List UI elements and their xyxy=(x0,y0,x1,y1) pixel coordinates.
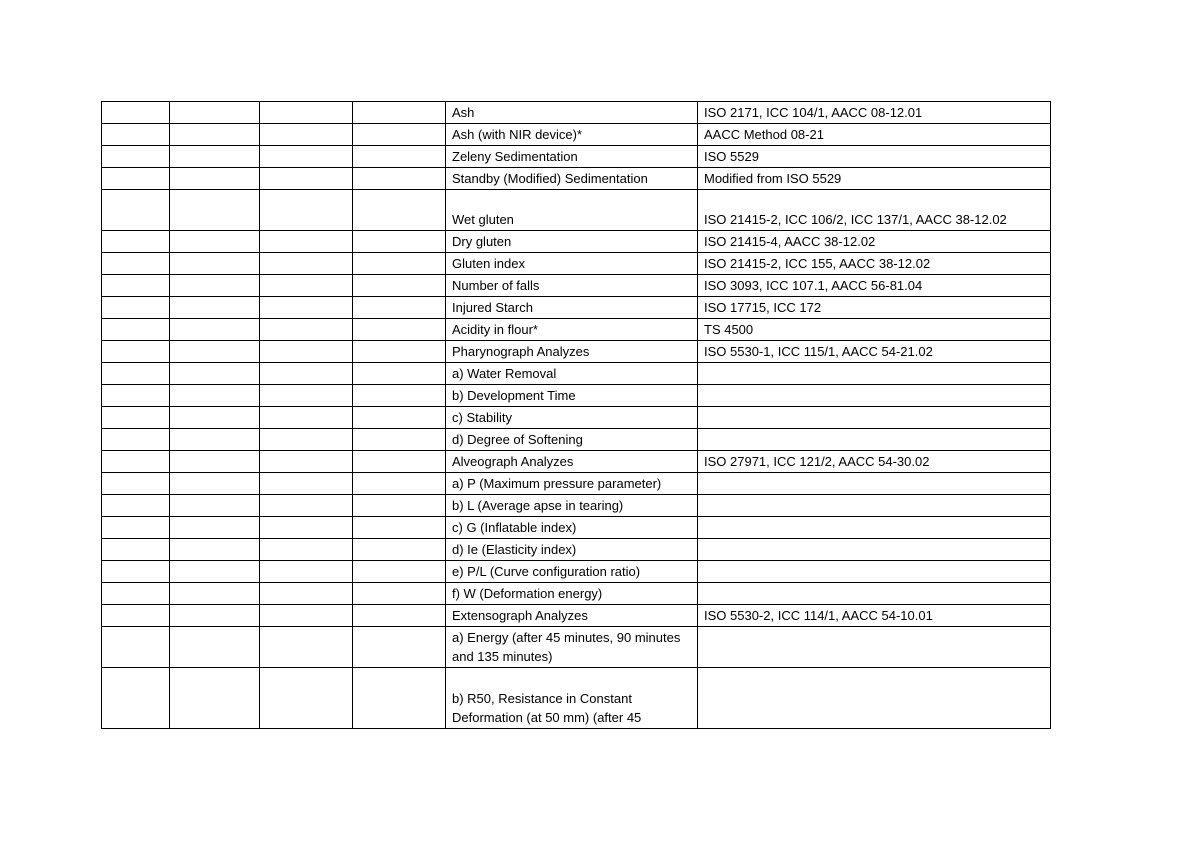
empty-cell xyxy=(170,253,260,275)
method-cell xyxy=(698,429,1051,451)
method-cell: ISO 17715, ICC 172 xyxy=(698,297,1051,319)
table-row xyxy=(102,517,1051,539)
table-row xyxy=(102,605,1051,627)
table-row xyxy=(102,451,1051,473)
analysis-cell: Number of falls xyxy=(446,275,698,297)
empty-cell xyxy=(353,539,446,561)
empty-cell xyxy=(353,231,446,253)
analysis-cell: d) Degree of Softening xyxy=(446,429,698,451)
empty-cell xyxy=(170,341,260,363)
table-row xyxy=(102,429,1051,451)
analysis-cell: d) Ie (Elasticity index) xyxy=(446,539,698,561)
empty-cell xyxy=(353,583,446,605)
empty-cell xyxy=(102,297,170,319)
method-cell xyxy=(698,363,1051,385)
empty-cell xyxy=(353,495,446,517)
empty-cell xyxy=(102,429,170,451)
table-row xyxy=(102,668,1051,729)
empty-cell xyxy=(353,473,446,495)
empty-cell xyxy=(260,297,353,319)
table-row xyxy=(102,253,1051,275)
empty-cell xyxy=(353,363,446,385)
empty-cell xyxy=(260,102,353,124)
method-cell xyxy=(698,385,1051,407)
analysis-cell: Wet gluten xyxy=(446,190,698,231)
table-row xyxy=(102,168,1051,190)
analysis-cell: Gluten index xyxy=(446,253,698,275)
empty-cell xyxy=(353,319,446,341)
empty-cell xyxy=(260,517,353,539)
empty-cell xyxy=(170,146,260,168)
analysis-cell: Ash (with NIR device)* xyxy=(446,124,698,146)
empty-cell xyxy=(260,583,353,605)
empty-cell xyxy=(102,319,170,341)
method-cell: ISO 27971, ICC 121/2, AACC 54-30.02 xyxy=(698,451,1051,473)
table-row xyxy=(102,561,1051,583)
empty-cell xyxy=(170,407,260,429)
method-cell: ISO 5529 xyxy=(698,146,1051,168)
empty-cell xyxy=(260,385,353,407)
table-row xyxy=(102,146,1051,168)
table-row xyxy=(102,495,1051,517)
method-cell xyxy=(698,668,1051,729)
table-row xyxy=(102,297,1051,319)
table-row xyxy=(102,473,1051,495)
table-row xyxy=(102,275,1051,297)
empty-cell xyxy=(260,561,353,583)
method-cell: AACC Method 08-21 xyxy=(698,124,1051,146)
empty-cell xyxy=(170,168,260,190)
method-cell xyxy=(698,561,1051,583)
empty-cell xyxy=(102,253,170,275)
empty-cell xyxy=(102,539,170,561)
method-cell: ISO 2171, ICC 104/1, AACC 08-12.01 xyxy=(698,102,1051,124)
empty-cell xyxy=(353,561,446,583)
empty-cell xyxy=(170,451,260,473)
empty-cell xyxy=(260,253,353,275)
method-cell: ISO 21415-2, ICC 106/2, ICC 137/1, AACC 38-12.02 xyxy=(698,190,1051,231)
table-row xyxy=(102,539,1051,561)
empty-cell xyxy=(353,124,446,146)
table-body xyxy=(102,102,1051,729)
analysis-cell: c) G (Inflatable index) xyxy=(446,517,698,539)
analysis-cell: Alveograph Analyzes xyxy=(446,451,698,473)
empty-cell xyxy=(170,605,260,627)
empty-cell xyxy=(170,231,260,253)
table-row xyxy=(102,385,1051,407)
empty-cell xyxy=(353,668,446,729)
empty-cell xyxy=(102,102,170,124)
empty-cell xyxy=(102,231,170,253)
analysis-cell: Ash xyxy=(446,102,698,124)
empty-cell xyxy=(170,102,260,124)
analysis-cell: Pharynograph Analyzes xyxy=(446,341,698,363)
empty-cell xyxy=(102,168,170,190)
method-cell: ISO 21415-4, AACC 38-12.02 xyxy=(698,231,1051,253)
table-row xyxy=(102,231,1051,253)
empty-cell xyxy=(102,363,170,385)
empty-cell xyxy=(170,517,260,539)
table-row xyxy=(102,363,1051,385)
empty-cell xyxy=(260,668,353,729)
table-row xyxy=(102,341,1051,363)
analysis-cell: c) Stability xyxy=(446,407,698,429)
method-cell: Modified from ISO 5529 xyxy=(698,168,1051,190)
analysis-cell: a) P (Maximum pressure parameter) xyxy=(446,473,698,495)
empty-cell xyxy=(260,363,353,385)
empty-cell xyxy=(353,627,446,668)
empty-cell xyxy=(353,102,446,124)
empty-cell xyxy=(260,231,353,253)
method-cell xyxy=(698,539,1051,561)
empty-cell xyxy=(170,495,260,517)
analysis-cell: Dry gluten xyxy=(446,231,698,253)
analysis-cell: Standby (Modified) Sedimentation xyxy=(446,168,698,190)
analysis-cell: a) Energy (after 45 minutes, 90 minutes and 135 minutes) xyxy=(446,627,698,668)
empty-cell xyxy=(170,124,260,146)
empty-cell xyxy=(102,495,170,517)
empty-cell xyxy=(260,319,353,341)
empty-cell xyxy=(102,146,170,168)
method-cell xyxy=(698,407,1051,429)
analysis-cell: e) P/L (Curve configuration ratio) xyxy=(446,561,698,583)
empty-cell xyxy=(102,451,170,473)
empty-cell xyxy=(353,275,446,297)
empty-cell xyxy=(353,385,446,407)
method-cell xyxy=(698,473,1051,495)
empty-cell xyxy=(260,451,353,473)
empty-cell xyxy=(353,605,446,627)
empty-cell xyxy=(170,363,260,385)
empty-cell xyxy=(353,517,446,539)
empty-cell xyxy=(260,539,353,561)
empty-cell xyxy=(353,429,446,451)
empty-cell xyxy=(260,495,353,517)
empty-cell xyxy=(170,297,260,319)
empty-cell xyxy=(170,668,260,729)
empty-cell xyxy=(102,605,170,627)
table-row xyxy=(102,124,1051,146)
empty-cell xyxy=(353,146,446,168)
empty-cell xyxy=(170,385,260,407)
empty-cell xyxy=(102,385,170,407)
table-row xyxy=(102,190,1051,231)
empty-cell xyxy=(260,605,353,627)
empty-cell xyxy=(260,146,353,168)
analysis-cell: b) Development Time xyxy=(446,385,698,407)
analysis-methods-table xyxy=(101,101,1051,729)
table-row xyxy=(102,102,1051,124)
empty-cell xyxy=(353,341,446,363)
analysis-cell: f) W (Deformation energy) xyxy=(446,583,698,605)
method-cell xyxy=(698,627,1051,668)
empty-cell xyxy=(170,275,260,297)
analysis-cell: Extensograph Analyzes xyxy=(446,605,698,627)
empty-cell xyxy=(260,407,353,429)
empty-cell xyxy=(170,561,260,583)
method-cell: ISO 3093, ICC 107.1, AACC 56-81.04 xyxy=(698,275,1051,297)
analysis-cell: b) L (Average apse in tearing) xyxy=(446,495,698,517)
empty-cell xyxy=(170,429,260,451)
empty-cell xyxy=(170,539,260,561)
method-cell: ISO 5530-2, ICC 114/1, AACC 54-10.01 xyxy=(698,605,1051,627)
empty-cell xyxy=(260,627,353,668)
empty-cell xyxy=(353,253,446,275)
table-row xyxy=(102,627,1051,668)
empty-cell xyxy=(170,583,260,605)
empty-cell xyxy=(260,190,353,231)
method-cell xyxy=(698,517,1051,539)
empty-cell xyxy=(102,124,170,146)
method-cell xyxy=(698,583,1051,605)
empty-cell xyxy=(353,190,446,231)
empty-cell xyxy=(260,168,353,190)
empty-cell xyxy=(102,627,170,668)
empty-cell xyxy=(102,275,170,297)
empty-cell xyxy=(260,124,353,146)
empty-cell xyxy=(102,341,170,363)
empty-cell xyxy=(260,275,353,297)
empty-cell xyxy=(170,319,260,341)
empty-cell xyxy=(353,407,446,429)
table-row xyxy=(102,583,1051,605)
empty-cell xyxy=(170,627,260,668)
empty-cell xyxy=(260,473,353,495)
table-row xyxy=(102,319,1051,341)
analysis-cell: Acidity in flour* xyxy=(446,319,698,341)
empty-cell xyxy=(353,168,446,190)
empty-cell xyxy=(353,451,446,473)
empty-cell xyxy=(260,429,353,451)
empty-cell xyxy=(102,668,170,729)
method-cell: ISO 21415-2, ICC 155, AACC 38-12.02 xyxy=(698,253,1051,275)
empty-cell xyxy=(102,190,170,231)
analysis-cell: a) Water Removal xyxy=(446,363,698,385)
table-row xyxy=(102,407,1051,429)
empty-cell xyxy=(102,407,170,429)
empty-cell xyxy=(170,473,260,495)
empty-cell xyxy=(260,341,353,363)
empty-cell xyxy=(170,190,260,231)
analysis-cell: Zeleny Sedimentation xyxy=(446,146,698,168)
analysis-cell: b) R50, Resistance in Constant Deformation (at 50 mm) (after 45 xyxy=(446,668,698,729)
empty-cell xyxy=(102,517,170,539)
empty-cell xyxy=(353,297,446,319)
empty-cell xyxy=(102,561,170,583)
empty-cell xyxy=(102,473,170,495)
method-cell: ISO 5530-1, ICC 115/1, AACC 54-21.02 xyxy=(698,341,1051,363)
method-cell: TS 4500 xyxy=(698,319,1051,341)
method-cell xyxy=(698,495,1051,517)
analysis-cell: Injured Starch xyxy=(446,297,698,319)
empty-cell xyxy=(102,583,170,605)
